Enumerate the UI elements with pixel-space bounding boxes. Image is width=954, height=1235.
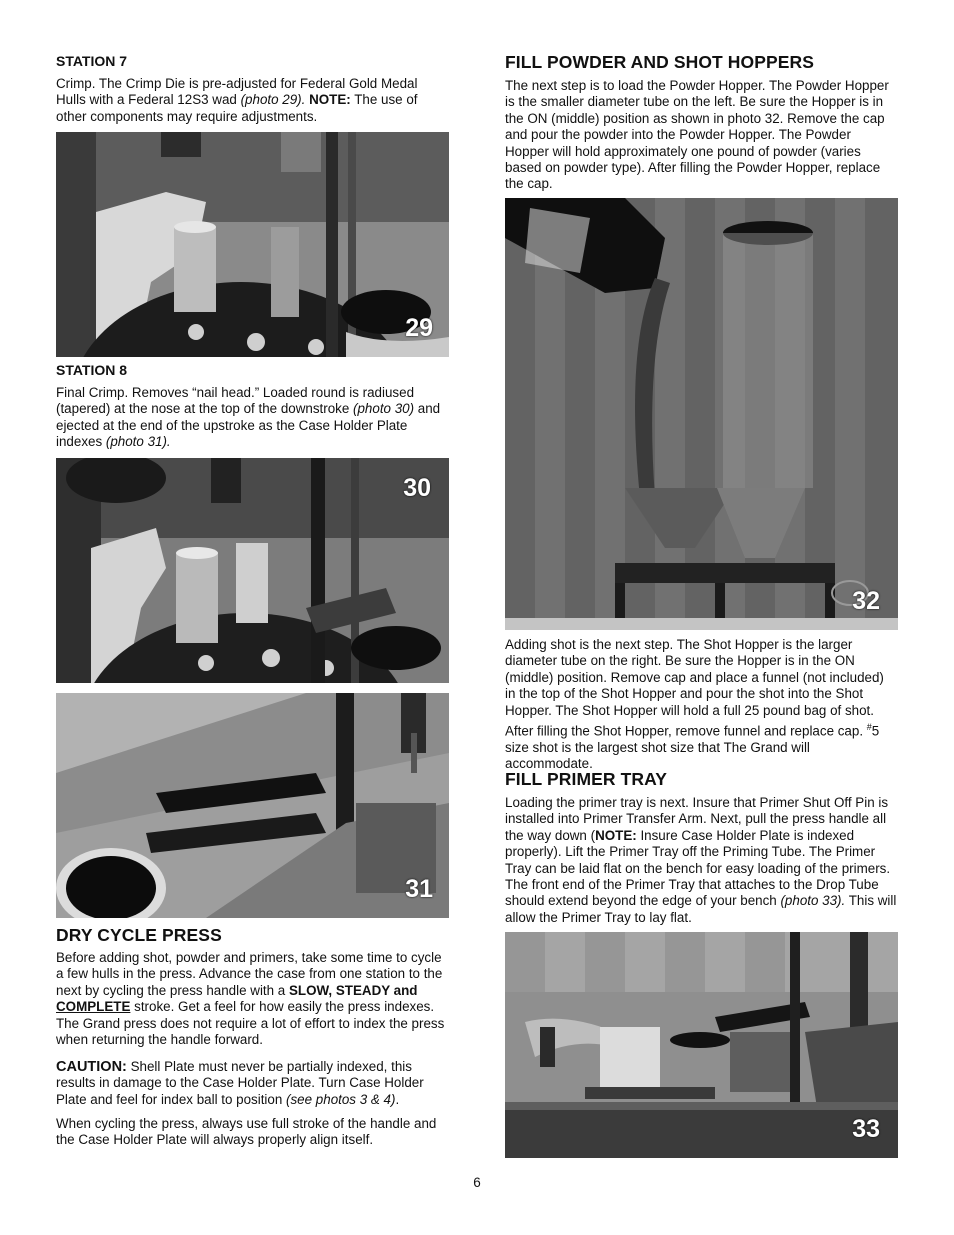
photo-31-number: 31 bbox=[405, 875, 433, 903]
photo-32 bbox=[505, 198, 898, 630]
station8-text: Final Crimp. Removes “nail head.” Loaded round is radiused (tapered) at the nose at the top of the downstroke (photo 30) and ejected at the end of the upstroke as the Case Holder Plate indexes (photo 31). bbox=[56, 385, 441, 450]
photo-31-image bbox=[56, 693, 449, 918]
photo-33 bbox=[505, 932, 898, 1158]
photo-29-image bbox=[56, 132, 449, 357]
photo-32-number: 32 bbox=[852, 587, 880, 615]
fill-shot-text: Adding shot is the next step. The Shot Hopper is the larger diameter tube on the right. Be sure the Hopper is in the ON (middle) position. Remove cap and place a funnel (not included) in the top of the Shot Hopper and pour the shot into the Shot Hopper. The Shot Hopper will hold a full 25 pound bag of shot. After filling the Shot Hopper, remove funnel and replace cap. #5 size shot is the largest shot size that The Grand will accommodate. bbox=[505, 637, 884, 772]
photo-30 bbox=[56, 458, 449, 683]
page-number: 6 bbox=[473, 1175, 481, 1190]
fill-hoppers-heading: FILL POWDER AND SHOT HOPPERS bbox=[505, 52, 815, 72]
dry-cycle-text-2: When cycling the press, always use full stroke of the handle and the Case Holder Plate will always properly align itself. bbox=[56, 1116, 437, 1148]
photo-30-image bbox=[56, 458, 449, 683]
fill-primer-text: Loading the primer tray is next. Insure that Primer Shut Off Pin is installed into Primer Transfer Arm. Next, pull the press handle all the way down (NOTE: Insure Case Holder Plate is indexed properly). Lift the Primer Tray off the Priming Tube. The Primer Tray can be laid flat on the bench for easy loading of the primers. The front end of the Primer Tray that attaches to the Drop Tube should extend beyond the edge of your bench (photo 33). This will allow the Primer Tray to lay flat. bbox=[505, 795, 897, 925]
dry-cycle-text: Before adding shot, powder and primers, take some time to cycle a few hulls in the press. Advance the case from one station to the next by cycling the press handle with a SLOW, STEADY and COMPLETE stroke. Get a feel for how easily the press indexes. The Grand press does not require a lot of effort to index the press when returning the handle forward. bbox=[56, 950, 445, 1048]
fill-hoppers-text: The next step is to load the Powder Hopper. The Powder Hopper is the smaller diameter tube on the left. Be sure the Hopper is in the ON (middle) position as shown in photo 32. Remove the cap and pour the powder into the Powder Hopper. The Powder Hopper will hold approximately one pound of powder (varies based on powder type). After filling the Powder Hopper, replace the cap. bbox=[505, 78, 889, 192]
caution-text: CAUTION: Shell Plate must never be partially indexed, this results in damage to the Case Holder Plate. Turn Case Holder Plate and feel for index ball to position (see photos 3 & 4). bbox=[56, 1059, 424, 1107]
photo-29 bbox=[56, 132, 449, 357]
photo-33-image bbox=[505, 932, 898, 1158]
station8-heading: STATION 8 bbox=[56, 362, 128, 378]
station7-text: Crimp. The Crimp Die is pre-adjusted for Federal Gold Medal Hulls with a Federal 12S3 wad (photo 29). NOTE: The use of other components may require adjustments. bbox=[56, 76, 418, 124]
station7-heading: STATION 7 bbox=[56, 53, 128, 69]
fill-primer-heading: FILL PRIMER TRAY bbox=[505, 769, 668, 789]
photo-32-image bbox=[505, 198, 898, 630]
photo-33-number: 33 bbox=[852, 1115, 880, 1143]
photo-29-number: 29 bbox=[405, 314, 433, 342]
photo-30-number: 30 bbox=[403, 474, 431, 502]
dry-cycle-heading: DRY CYCLE PRESS bbox=[56, 925, 222, 945]
photo-31 bbox=[56, 693, 449, 918]
